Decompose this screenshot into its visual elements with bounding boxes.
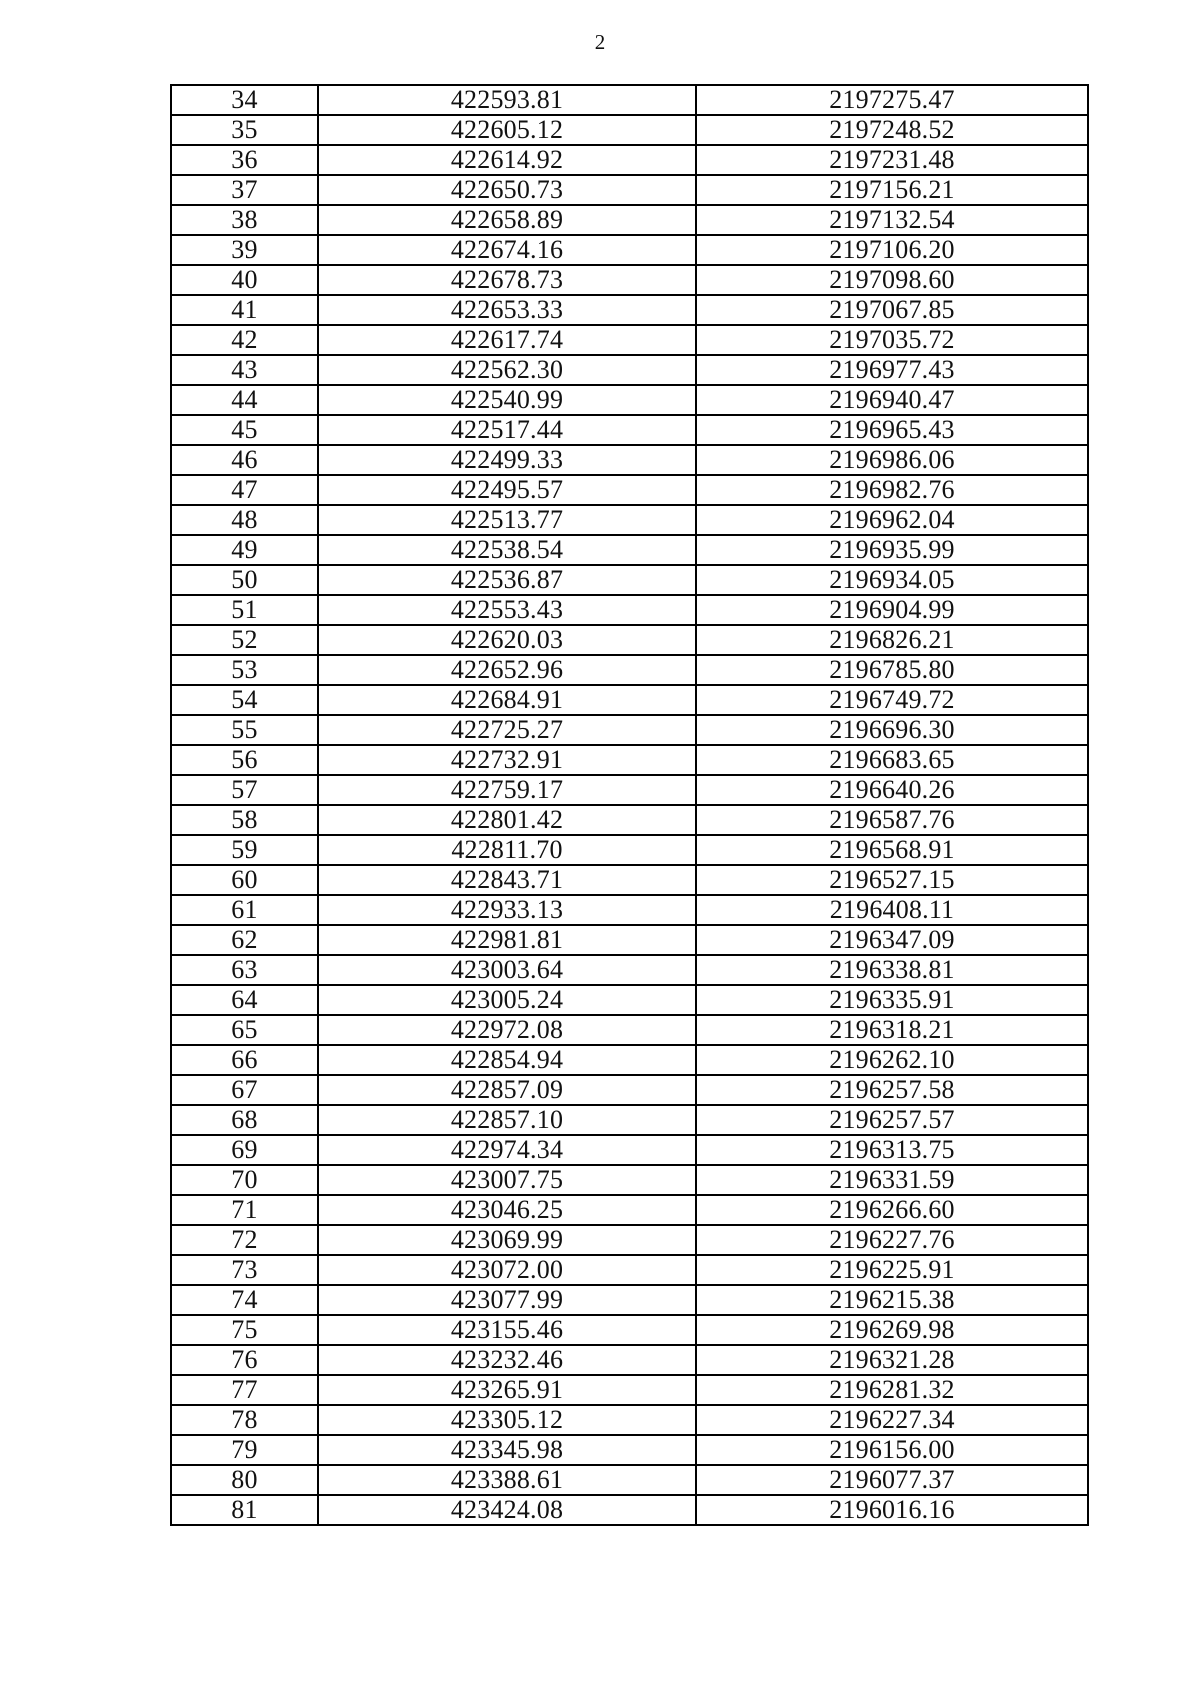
y-coordinate-cell: 2196527.15 bbox=[696, 865, 1088, 895]
table-row bbox=[171, 235, 1088, 265]
table-row bbox=[171, 1495, 1088, 1525]
table-row bbox=[171, 355, 1088, 385]
x-coordinate-cell: 423005.24 bbox=[318, 985, 696, 1015]
point-number-cell: 38 bbox=[171, 205, 318, 235]
x-coordinate-cell: 422538.54 bbox=[318, 535, 696, 565]
y-coordinate-cell: 2196587.76 bbox=[696, 805, 1088, 835]
point-number-cell: 64 bbox=[171, 985, 318, 1015]
y-coordinate-cell: 2196826.21 bbox=[696, 625, 1088, 655]
x-coordinate-cell: 422650.73 bbox=[318, 175, 696, 205]
y-coordinate-cell: 2196940.47 bbox=[696, 385, 1088, 415]
point-number-cell: 34 bbox=[171, 85, 318, 115]
y-coordinate-cell: 2196313.75 bbox=[696, 1135, 1088, 1165]
table-row bbox=[171, 205, 1088, 235]
y-coordinate-cell: 2196077.37 bbox=[696, 1465, 1088, 1495]
y-coordinate-cell: 2196321.28 bbox=[696, 1345, 1088, 1375]
point-number-cell: 76 bbox=[171, 1345, 318, 1375]
table-row bbox=[171, 1165, 1088, 1195]
x-coordinate-cell: 423003.64 bbox=[318, 955, 696, 985]
point-number-cell: 46 bbox=[171, 445, 318, 475]
y-coordinate-cell: 2196227.34 bbox=[696, 1405, 1088, 1435]
x-coordinate-cell: 422801.42 bbox=[318, 805, 696, 835]
table-row bbox=[171, 775, 1088, 805]
point-number-cell: 55 bbox=[171, 715, 318, 745]
table-row bbox=[171, 385, 1088, 415]
table-row bbox=[171, 1435, 1088, 1465]
y-coordinate-cell: 2196962.04 bbox=[696, 505, 1088, 535]
table-row bbox=[171, 265, 1088, 295]
y-coordinate-cell: 2196683.65 bbox=[696, 745, 1088, 775]
table-row bbox=[171, 985, 1088, 1015]
x-coordinate-cell: 423345.98 bbox=[318, 1435, 696, 1465]
point-number-cell: 41 bbox=[171, 295, 318, 325]
point-number-cell: 37 bbox=[171, 175, 318, 205]
table-row bbox=[171, 1405, 1088, 1435]
y-coordinate-cell: 2196318.21 bbox=[696, 1015, 1088, 1045]
point-number-cell: 78 bbox=[171, 1405, 318, 1435]
point-number-cell: 62 bbox=[171, 925, 318, 955]
y-coordinate-cell: 2196335.91 bbox=[696, 985, 1088, 1015]
table-row bbox=[171, 1315, 1088, 1345]
table-row bbox=[171, 715, 1088, 745]
y-coordinate-cell: 2196331.59 bbox=[696, 1165, 1088, 1195]
x-coordinate-cell: 422617.74 bbox=[318, 325, 696, 355]
point-number-cell: 79 bbox=[171, 1435, 318, 1465]
point-number-cell: 45 bbox=[171, 415, 318, 445]
table-row bbox=[171, 1255, 1088, 1285]
y-coordinate-cell: 2197156.21 bbox=[696, 175, 1088, 205]
table-row bbox=[171, 295, 1088, 325]
x-coordinate-cell: 422517.44 bbox=[318, 415, 696, 445]
y-coordinate-cell: 2196408.11 bbox=[696, 895, 1088, 925]
y-coordinate-cell: 2196266.60 bbox=[696, 1195, 1088, 1225]
point-number-cell: 47 bbox=[171, 475, 318, 505]
table-row bbox=[171, 805, 1088, 835]
table-row bbox=[171, 685, 1088, 715]
table-row bbox=[171, 175, 1088, 205]
x-coordinate-cell: 422854.94 bbox=[318, 1045, 696, 1075]
x-coordinate-cell: 422540.99 bbox=[318, 385, 696, 415]
point-number-cell: 70 bbox=[171, 1165, 318, 1195]
y-coordinate-cell: 2196156.00 bbox=[696, 1435, 1088, 1465]
y-coordinate-cell: 2196935.99 bbox=[696, 535, 1088, 565]
y-coordinate-cell: 2196696.30 bbox=[696, 715, 1088, 745]
point-number-cell: 60 bbox=[171, 865, 318, 895]
y-coordinate-cell: 2197132.54 bbox=[696, 205, 1088, 235]
table-row bbox=[171, 415, 1088, 445]
table-row bbox=[171, 655, 1088, 685]
y-coordinate-cell: 2197106.20 bbox=[696, 235, 1088, 265]
y-coordinate-cell: 2196904.99 bbox=[696, 595, 1088, 625]
point-number-cell: 35 bbox=[171, 115, 318, 145]
x-coordinate-cell: 422972.08 bbox=[318, 1015, 696, 1045]
point-number-cell: 43 bbox=[171, 355, 318, 385]
y-coordinate-cell: 2196257.57 bbox=[696, 1105, 1088, 1135]
y-coordinate-cell: 2196785.80 bbox=[696, 655, 1088, 685]
coordinates-table bbox=[170, 84, 1089, 1526]
y-coordinate-cell: 2196982.76 bbox=[696, 475, 1088, 505]
point-number-cell: 49 bbox=[171, 535, 318, 565]
x-coordinate-cell: 423046.25 bbox=[318, 1195, 696, 1225]
table-row bbox=[171, 475, 1088, 505]
point-number-cell: 58 bbox=[171, 805, 318, 835]
table-row bbox=[171, 505, 1088, 535]
y-coordinate-cell: 2196269.98 bbox=[696, 1315, 1088, 1345]
x-coordinate-cell: 422513.77 bbox=[318, 505, 696, 535]
table-row bbox=[171, 445, 1088, 475]
x-coordinate-cell: 422933.13 bbox=[318, 895, 696, 925]
table-row bbox=[171, 1225, 1088, 1255]
x-coordinate-cell: 422658.89 bbox=[318, 205, 696, 235]
y-coordinate-cell: 2196338.81 bbox=[696, 955, 1088, 985]
table-row bbox=[171, 1375, 1088, 1405]
page-number: 2 bbox=[594, 30, 606, 54]
table-row bbox=[171, 145, 1088, 175]
x-coordinate-cell: 422843.71 bbox=[318, 865, 696, 895]
point-number-cell: 74 bbox=[171, 1285, 318, 1315]
point-number-cell: 80 bbox=[171, 1465, 318, 1495]
table-row bbox=[171, 925, 1088, 955]
x-coordinate-cell: 422605.12 bbox=[318, 115, 696, 145]
x-coordinate-cell: 422495.57 bbox=[318, 475, 696, 505]
point-number-cell: 65 bbox=[171, 1015, 318, 1045]
table-row bbox=[171, 1105, 1088, 1135]
y-coordinate-cell: 2196986.06 bbox=[696, 445, 1088, 475]
y-coordinate-cell: 2197098.60 bbox=[696, 265, 1088, 295]
point-number-cell: 66 bbox=[171, 1045, 318, 1075]
x-coordinate-cell: 422674.16 bbox=[318, 235, 696, 265]
y-coordinate-cell: 2196965.43 bbox=[696, 415, 1088, 445]
point-number-cell: 52 bbox=[171, 625, 318, 655]
y-coordinate-cell: 2197035.72 bbox=[696, 325, 1088, 355]
table-row bbox=[171, 1135, 1088, 1165]
point-number-cell: 42 bbox=[171, 325, 318, 355]
x-coordinate-cell: 422974.34 bbox=[318, 1135, 696, 1165]
point-number-cell: 57 bbox=[171, 775, 318, 805]
x-coordinate-cell: 423007.75 bbox=[318, 1165, 696, 1195]
x-coordinate-cell: 422857.10 bbox=[318, 1105, 696, 1135]
x-coordinate-cell: 422981.81 bbox=[318, 925, 696, 955]
point-number-cell: 56 bbox=[171, 745, 318, 775]
x-coordinate-cell: 422759.17 bbox=[318, 775, 696, 805]
x-coordinate-cell: 422620.03 bbox=[318, 625, 696, 655]
y-coordinate-cell: 2197275.47 bbox=[696, 85, 1088, 115]
point-number-cell: 69 bbox=[171, 1135, 318, 1165]
x-coordinate-cell: 422652.96 bbox=[318, 655, 696, 685]
point-number-cell: 44 bbox=[171, 385, 318, 415]
x-coordinate-cell: 422536.87 bbox=[318, 565, 696, 595]
x-coordinate-cell: 423388.61 bbox=[318, 1465, 696, 1495]
table-row bbox=[171, 325, 1088, 355]
y-coordinate-cell: 2196934.05 bbox=[696, 565, 1088, 595]
y-coordinate-cell: 2196347.09 bbox=[696, 925, 1088, 955]
x-coordinate-cell: 422725.27 bbox=[318, 715, 696, 745]
table-row bbox=[171, 625, 1088, 655]
point-number-cell: 73 bbox=[171, 1255, 318, 1285]
y-coordinate-cell: 2196640.26 bbox=[696, 775, 1088, 805]
y-coordinate-cell: 2196281.32 bbox=[696, 1375, 1088, 1405]
y-coordinate-cell: 2196215.38 bbox=[696, 1285, 1088, 1315]
x-coordinate-cell: 422678.73 bbox=[318, 265, 696, 295]
x-coordinate-cell: 423424.08 bbox=[318, 1495, 696, 1525]
point-number-cell: 39 bbox=[171, 235, 318, 265]
point-number-cell: 68 bbox=[171, 1105, 318, 1135]
table-row bbox=[171, 595, 1088, 625]
table-row bbox=[171, 955, 1088, 985]
point-number-cell: 61 bbox=[171, 895, 318, 925]
table-row bbox=[171, 745, 1088, 775]
table-row bbox=[171, 835, 1088, 865]
table-row bbox=[171, 1285, 1088, 1315]
y-coordinate-cell: 2197067.85 bbox=[696, 295, 1088, 325]
point-number-cell: 77 bbox=[171, 1375, 318, 1405]
table-row bbox=[171, 115, 1088, 145]
y-coordinate-cell: 2196262.10 bbox=[696, 1045, 1088, 1075]
point-number-cell: 59 bbox=[171, 835, 318, 865]
y-coordinate-cell: 2196568.91 bbox=[696, 835, 1088, 865]
point-number-cell: 75 bbox=[171, 1315, 318, 1345]
table-row bbox=[171, 1195, 1088, 1225]
point-number-cell: 51 bbox=[171, 595, 318, 625]
table-row bbox=[171, 895, 1088, 925]
table-row bbox=[171, 565, 1088, 595]
x-coordinate-cell: 423069.99 bbox=[318, 1225, 696, 1255]
x-coordinate-cell: 422811.70 bbox=[318, 835, 696, 865]
table-row bbox=[171, 1015, 1088, 1045]
table-row bbox=[171, 1045, 1088, 1075]
point-number-cell: 63 bbox=[171, 955, 318, 985]
point-number-cell: 36 bbox=[171, 145, 318, 175]
x-coordinate-cell: 422553.43 bbox=[318, 595, 696, 625]
point-number-cell: 50 bbox=[171, 565, 318, 595]
x-coordinate-cell: 423265.91 bbox=[318, 1375, 696, 1405]
table-row bbox=[171, 85, 1088, 115]
point-number-cell: 81 bbox=[171, 1495, 318, 1525]
x-coordinate-cell: 423232.46 bbox=[318, 1345, 696, 1375]
y-coordinate-cell: 2196749.72 bbox=[696, 685, 1088, 715]
x-coordinate-cell: 422653.33 bbox=[318, 295, 696, 325]
y-coordinate-cell: 2196227.76 bbox=[696, 1225, 1088, 1255]
coordinates-table-body bbox=[171, 85, 1088, 1525]
table-row bbox=[171, 865, 1088, 895]
x-coordinate-cell: 423077.99 bbox=[318, 1285, 696, 1315]
y-coordinate-cell: 2196257.58 bbox=[696, 1075, 1088, 1105]
y-coordinate-cell: 2197248.52 bbox=[696, 115, 1088, 145]
x-coordinate-cell: 422614.92 bbox=[318, 145, 696, 175]
x-coordinate-cell: 422593.81 bbox=[318, 85, 696, 115]
y-coordinate-cell: 2196225.91 bbox=[696, 1255, 1088, 1285]
table-row bbox=[171, 535, 1088, 565]
x-coordinate-cell: 422684.91 bbox=[318, 685, 696, 715]
x-coordinate-cell: 422732.91 bbox=[318, 745, 696, 775]
x-coordinate-cell: 422499.33 bbox=[318, 445, 696, 475]
x-coordinate-cell: 422857.09 bbox=[318, 1075, 696, 1105]
point-number-cell: 40 bbox=[171, 265, 318, 295]
point-number-cell: 48 bbox=[171, 505, 318, 535]
y-coordinate-cell: 2196977.43 bbox=[696, 355, 1088, 385]
point-number-cell: 71 bbox=[171, 1195, 318, 1225]
x-coordinate-cell: 423155.46 bbox=[318, 1315, 696, 1345]
x-coordinate-cell: 423072.00 bbox=[318, 1255, 696, 1285]
table-row bbox=[171, 1465, 1088, 1495]
y-coordinate-cell: 2197231.48 bbox=[696, 145, 1088, 175]
point-number-cell: 54 bbox=[171, 685, 318, 715]
x-coordinate-cell: 423305.12 bbox=[318, 1405, 696, 1435]
table-row bbox=[171, 1075, 1088, 1105]
point-number-cell: 72 bbox=[171, 1225, 318, 1255]
point-number-cell: 53 bbox=[171, 655, 318, 685]
point-number-cell: 67 bbox=[171, 1075, 318, 1105]
y-coordinate-cell: 2196016.16 bbox=[696, 1495, 1088, 1525]
x-coordinate-cell: 422562.30 bbox=[318, 355, 696, 385]
table-row bbox=[171, 1345, 1088, 1375]
